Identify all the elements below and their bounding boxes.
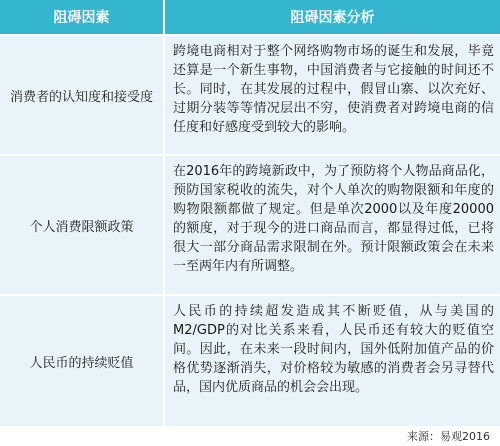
table-row bbox=[0, 294, 500, 426]
factor-cell: 个人消费限额政策 bbox=[0, 156, 165, 294]
table-row bbox=[0, 34, 500, 154]
factor-cell: 消费者的认知度和接受度 bbox=[0, 36, 165, 154]
table-header bbox=[0, 0, 500, 34]
header-factor: 阻碍因素 bbox=[0, 0, 165, 34]
analysis-cell: 跨境电商相对于整个网络购物市场的诞生和发展，毕竟还算是一个新生事物，中国消费者与它接触的时间还不长。同时，在其发展的过程中，假冒山寨、以次充好、过期分装等等情况层出不穷，使消费者对跨境电商的信任度和好感度受到较大的影响。 bbox=[173, 44, 494, 135]
analysis-cell: 人民币的持续超发造成其不断贬值，从与美国的M2/GDP的对比关系来看，人民币还有较大的贬值空间。因此，在未来一段时间内，国外低附加值产品的价格优势逐渐消失，对价格较为敏感的消费者会另寻替代品，国内优质商品的机会会出现。 bbox=[173, 304, 494, 395]
source-note: 来源：易观2016 bbox=[407, 430, 490, 443]
table-row bbox=[0, 154, 500, 294]
header-analysis: 阻碍因素分析 bbox=[290, 10, 375, 26]
factor-cell: 人民币的持续贬值 bbox=[0, 296, 165, 426]
analysis-cell: 在2016年的跨境新政中，为了预防将个人物品商品化，预防国家税收的流失，对个人单次的购物限额和年度的购物限额都做了规定。但是单次2000以及年度20000的额度，对于现今的进口商品而言，都显得过低，已将很大一部分商品需求限制在外。预计限额政策会在未来一至两年内有所调整。 bbox=[173, 164, 494, 274]
